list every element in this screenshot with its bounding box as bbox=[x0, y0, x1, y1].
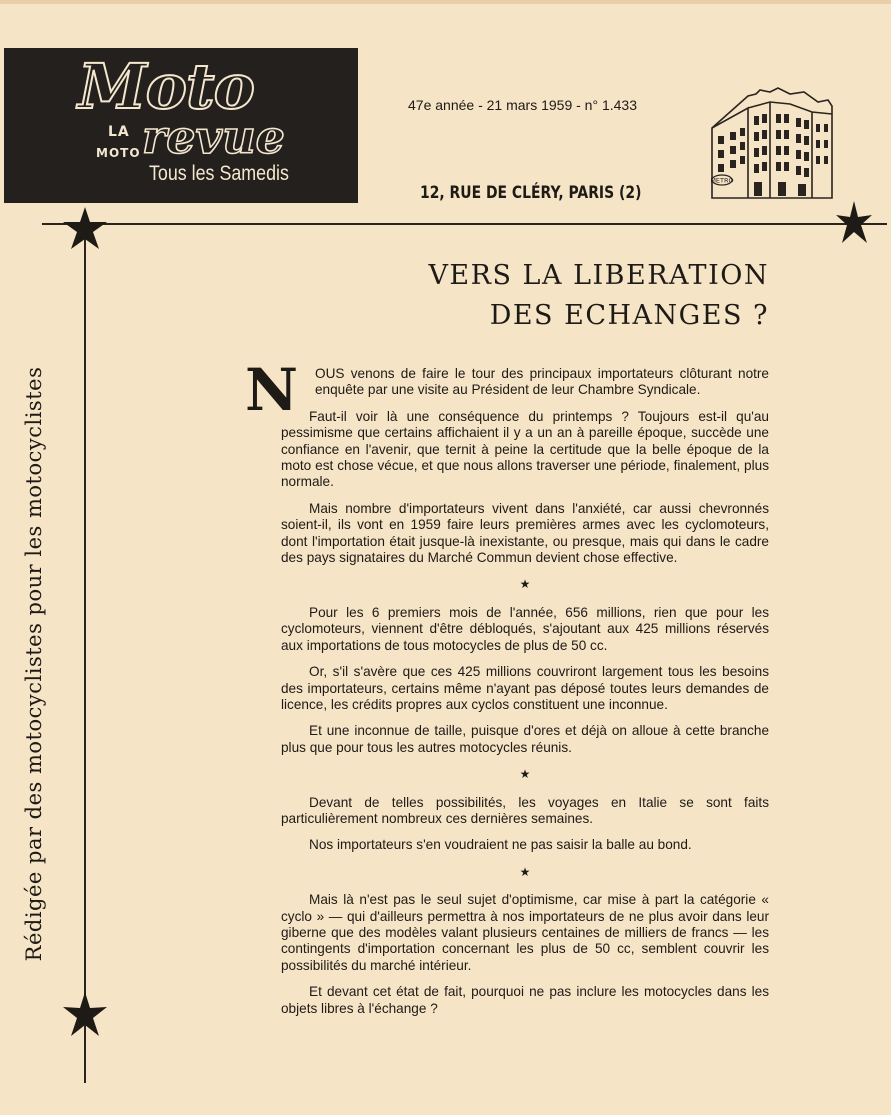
logo-moto-text: Moto bbox=[78, 50, 254, 123]
page-edge bbox=[0, 0, 891, 4]
star-ornament-top-left bbox=[60, 205, 110, 251]
paragraph-6: Et une inconnue de taille, puisque d'ores et déjà on alloue à cette branche plus que pour tous les autres motocycles réunis. bbox=[281, 723, 769, 755]
paragraph-10: Et devant cet état de fait, pourquoi ne pas inclure les motocycles dans les objets libres à l'échange ? bbox=[281, 984, 769, 1016]
star-ornament-top-right bbox=[834, 199, 874, 245]
paragraph-4: Pour les 6 premiers mois de l'année, 656 millions, rien que pour les cyclomoteurs, viennent d'être débloqués, s'ajoutant aux 425 millions réservés aux importations de tous motocycles de plus de 50 cc. bbox=[281, 604, 769, 653]
article-body bbox=[245, 356, 769, 1027]
address: 12, RUE DE CLÉRY, PARIS (2) bbox=[420, 183, 642, 203]
paragraph-1 bbox=[245, 356, 769, 424]
vertical-slogan: Rédigée par des motocyclistes pour les motocyclistes bbox=[22, 366, 46, 962]
logo-moto-small-text: MOTO bbox=[96, 146, 141, 160]
article-headline bbox=[428, 256, 769, 336]
tagline: Tous les Samedis bbox=[149, 162, 289, 185]
side-rule bbox=[84, 225, 86, 1083]
star-ornament-bottom-left bbox=[60, 990, 110, 1038]
paragraph-1-text: OUS venons de faire le tour des principaux importateurs clôturant notre enquête par une visite au Président de leur Chambre Syndicale. bbox=[315, 366, 769, 398]
separator-star-1: ★ bbox=[519, 577, 531, 592]
top-rule bbox=[42, 223, 887, 225]
logo-revue-text: revue bbox=[142, 110, 285, 164]
headline-line-1: VERS LA LIBERATION bbox=[428, 260, 769, 291]
paragraph-9: Mais là n'est pas le seul sujet d'optimisme, car mise à part la catégorie « cyclo » — qui d'ailleurs permettra à nos importateurs de ne plus avoir dans leur giberne que des modèles valant plusieurs centaines de milliers de francs — les contingents d'importation concernant les plus de 50 cc, semblent couvrir les possibilités du marché intérieur. bbox=[281, 892, 769, 973]
masthead-logo-block bbox=[4, 48, 358, 203]
drop-cap: N bbox=[245, 356, 299, 424]
paragraph-3: Mais nombre d'importateurs vivent dans l'anxiété, car aussi chevronnés soient-il, ils vont en 1959 faire leurs premières armes avec les cyclomoteurs, dont l'importation était jusque-là inexistante, ou presque, mais qui dans le cadre des pays signataires du Marché Commun devient chose effective. bbox=[281, 500, 769, 566]
separator-star-3: ★ bbox=[519, 864, 531, 879]
paragraph-5: Or, s'il s'avère que ces 425 millions couvriront largement tous les besoins des importateurs, certains même n'ayant pas déposé toutes leurs demandes de licence, les crédits propres aux cyclos constituent une inconnue. bbox=[281, 664, 769, 712]
logo-la-text: LA bbox=[108, 124, 130, 140]
issue-line: 47e année - 21 mars 1959 - n° 1.433 bbox=[408, 97, 637, 113]
separator-star-2: ★ bbox=[519, 767, 531, 782]
paragraph-7: Devant de telles possibilités, les voyages en Italie se sont faits particulièrement nombreux ces dernières semaines. bbox=[281, 794, 769, 826]
headline-line-2: DES ECHANGES ? bbox=[489, 300, 769, 331]
paragraph-2: Faut-il voir là une conséquence du printemps ? Toujours est-il qu'au pessimisme que certains affichaient il y a un an à pareille époque, succède une confiance en l'avenir, que ternit à peine la certitude que la belle époque de la moto est chose vécue, et que nous allons traverser une période, finalement, plus normale. bbox=[281, 408, 769, 490]
building-illustration bbox=[708, 84, 836, 200]
metro-sign: METRO bbox=[710, 176, 734, 185]
paragraph-8: Nos importateurs s'en voudraient ne pas saisir la balle au bond. bbox=[309, 837, 692, 853]
